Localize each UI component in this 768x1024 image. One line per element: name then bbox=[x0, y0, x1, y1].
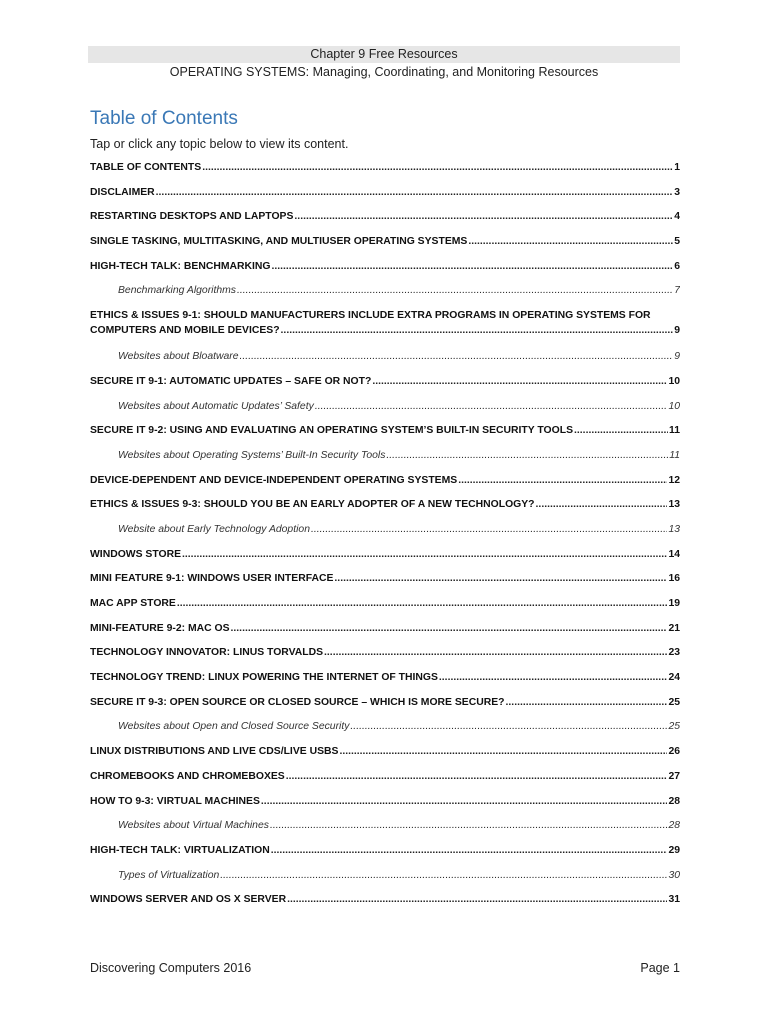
toc-entry[interactable] bbox=[90, 473, 680, 498]
toc-entry-title: ETHICS & ISSUES 9-1: SHOULD MANUFACTURERS INCLUDE EXTRA PROGRAMS IN OPERATING SYSTEMS FOR bbox=[90, 310, 651, 322]
toc-entry-title-continued: COMPUTERS AND MOBILE DEVICES? bbox=[90, 325, 280, 337]
toc-entry[interactable] bbox=[90, 209, 680, 234]
toc-subentry[interactable] bbox=[90, 522, 680, 547]
toc-page-number: 11 bbox=[669, 449, 680, 461]
toc-entry-title: Websites about Open and Closed Source Security bbox=[118, 721, 350, 733]
toc-entry-title: MAC APP STORE bbox=[90, 598, 176, 609]
toc-entry-title: Websites about Automatic Updates’ Safety bbox=[118, 400, 314, 412]
dot-leader bbox=[271, 259, 673, 274]
toc-page-number: 5 bbox=[674, 236, 680, 248]
toc-entry-title: SINGLE TASKING, MULTITASKING, AND MULTIUSER OPERATING SYSTEMS bbox=[90, 236, 468, 248]
toc-page-number: 25 bbox=[668, 696, 680, 708]
toc-entry[interactable] bbox=[90, 571, 680, 596]
dot-leader bbox=[237, 283, 673, 298]
toc-page-number: 11 bbox=[669, 425, 680, 437]
toc-page-number: 9 bbox=[674, 325, 680, 337]
toc-page-number: 30 bbox=[668, 869, 680, 881]
toc-subentry[interactable] bbox=[90, 283, 680, 308]
toc-entry[interactable] bbox=[90, 423, 680, 448]
dot-leader bbox=[270, 818, 667, 833]
toc-entry[interactable] bbox=[90, 374, 680, 399]
dot-leader bbox=[220, 868, 667, 883]
dot-leader bbox=[231, 621, 668, 636]
toc-page-number: 16 bbox=[668, 573, 680, 585]
dot-leader bbox=[324, 645, 667, 660]
toc-entry-title: LINUX DISTRIBUTIONS AND LIVE CDS/LIVE USBS bbox=[90, 746, 339, 758]
toc-entry-title: DISCLAIMER bbox=[90, 186, 155, 198]
toc-entry[interactable] bbox=[90, 308, 680, 349]
toc-entry[interactable] bbox=[90, 185, 680, 210]
toc-page-number: 21 bbox=[668, 622, 680, 634]
toc-entry-title: WINDOWS SERVER AND OS X SERVER bbox=[90, 894, 287, 906]
toc-subentry[interactable] bbox=[90, 818, 680, 843]
toc-entry-title: HOW TO 9-3: VIRTUAL MACHINES bbox=[90, 795, 260, 807]
toc-entry-title: CHROMEBOOKS AND CHROMEBOXES bbox=[90, 770, 285, 782]
dot-leader bbox=[315, 399, 668, 414]
chapter-title: Chapter 9 Free Resources bbox=[88, 46, 680, 63]
toc-entry-title: Benchmarking Algorithms bbox=[118, 285, 237, 297]
toc-page-number: 19 bbox=[668, 598, 680, 609]
dot-leader bbox=[177, 596, 668, 611]
dot-leader bbox=[294, 209, 673, 224]
document-subtitle: OPERATING SYSTEMS: Managing, Coordinating, and Monitoring Resources bbox=[169, 65, 599, 79]
toc-entry[interactable] bbox=[90, 794, 680, 819]
toc-entry[interactable] bbox=[90, 596, 680, 621]
toc-entry[interactable] bbox=[90, 670, 680, 695]
toc-subentry[interactable] bbox=[90, 448, 680, 473]
toc-page-number: 6 bbox=[674, 260, 680, 272]
toc-subentry[interactable] bbox=[90, 349, 680, 374]
toc-page-number: 25 bbox=[668, 721, 680, 733]
toc-entry-title: Websites about Virtual Machines bbox=[118, 820, 269, 832]
toc-entry-title: DEVICE-DEPENDENT AND DEVICE-INDEPENDENT OPERATING SYSTEMS bbox=[90, 474, 458, 486]
toc-entry[interactable] bbox=[90, 259, 680, 284]
toc-entry-title: WINDOWS STORE bbox=[90, 548, 182, 560]
toc-entry-title: TECHNOLOGY TREND: LINUX POWERING THE INTERNET OF THINGS bbox=[90, 672, 438, 684]
dot-leader bbox=[372, 374, 667, 389]
toc-entry-title: TECHNOLOGY INNOVATOR: LINUS TORVALDS bbox=[90, 647, 324, 659]
toc-entry[interactable] bbox=[90, 160, 680, 185]
toc-entry[interactable] bbox=[90, 547, 680, 572]
dot-leader bbox=[281, 323, 674, 338]
toc-page-number: 26 bbox=[668, 746, 680, 758]
table-of-contents bbox=[90, 160, 680, 917]
toc-entry-title: MINI FEATURE 9-1: WINDOWS USER INTERFACE bbox=[90, 573, 334, 585]
toc-entry[interactable] bbox=[90, 234, 680, 259]
dot-leader bbox=[287, 892, 667, 907]
dot-leader bbox=[350, 719, 667, 734]
dot-leader bbox=[156, 185, 674, 200]
toc-entry-title: RESTARTING DESKTOPS AND LAPTOPS bbox=[90, 211, 294, 223]
footer-book-title: Discovering Computers 2016 bbox=[90, 961, 252, 975]
toc-entry-title: HIGH-TECH TALK: BENCHMARKING bbox=[90, 260, 271, 272]
dot-leader bbox=[536, 497, 668, 512]
footer-page-number: Page 1 bbox=[640, 961, 680, 975]
toc-entry-title: SECURE IT 9-3: OPEN SOURCE OR CLOSED SOURCE – WHICH IS MORE SECURE? bbox=[90, 696, 505, 708]
toc-entry[interactable] bbox=[90, 621, 680, 646]
toc-entry-title: Websites about Bloatware bbox=[118, 351, 239, 363]
dot-leader bbox=[334, 571, 667, 586]
dot-leader bbox=[458, 473, 667, 488]
toc-page-number: 3 bbox=[674, 186, 680, 198]
toc-entry[interactable] bbox=[90, 744, 680, 769]
toc-entry[interactable] bbox=[90, 769, 680, 794]
toc-entry[interactable] bbox=[90, 645, 680, 670]
toc-page-number: 28 bbox=[668, 820, 680, 832]
toc-page-number: 29 bbox=[668, 844, 680, 856]
toc-page-number: 13 bbox=[668, 499, 680, 511]
dot-leader bbox=[339, 744, 667, 759]
toc-entry-title: SECURE IT 9-1: AUTOMATIC UPDATES – SAFE OR NOT? bbox=[90, 375, 372, 387]
dot-leader bbox=[506, 695, 668, 710]
dot-leader bbox=[261, 794, 668, 809]
toc-entry-title: Websites about Operating Systems’ Built-In Security Tools bbox=[118, 449, 386, 461]
toc-entry-title: ETHICS & ISSUES 9-3: SHOULD YOU BE AN EARLY ADOPTER OF A NEW TECHNOLOGY? bbox=[90, 499, 535, 511]
dot-leader bbox=[240, 349, 674, 364]
toc-page-number: 13 bbox=[668, 523, 680, 535]
toc-entry-title: Website about Early Technology Adoption bbox=[118, 523, 310, 535]
toc-page-number: 27 bbox=[668, 770, 680, 782]
toc-page-number: 4 bbox=[674, 211, 680, 223]
dot-leader bbox=[386, 448, 668, 463]
dot-leader bbox=[311, 522, 667, 537]
toc-page-number: 24 bbox=[668, 672, 680, 684]
toc-entry[interactable] bbox=[90, 695, 680, 720]
toc-page-number: 10 bbox=[668, 400, 680, 412]
toc-entry[interactable] bbox=[90, 497, 680, 522]
toc-heading: Table of Contents bbox=[90, 108, 238, 129]
toc-page-number: 28 bbox=[668, 795, 680, 807]
toc-entry-title: SECURE IT 9-2: USING AND EVALUATING AN OPERATING SYSTEM’S BUILT-IN SECURITY TOOLS bbox=[90, 425, 574, 437]
toc-page-number: 7 bbox=[674, 285, 680, 297]
toc-page-number: 31 bbox=[668, 894, 680, 906]
toc-entry-title: Types of Virtualization bbox=[118, 869, 220, 881]
toc-subentry[interactable] bbox=[90, 868, 680, 893]
toc-page-number: 14 bbox=[668, 548, 680, 560]
toc-entry[interactable] bbox=[90, 892, 680, 917]
dot-leader bbox=[271, 843, 668, 858]
toc-page-number: 1 bbox=[674, 162, 680, 173]
toc-page-number: 10 bbox=[668, 375, 680, 387]
toc-instruction: Tap or click any topic below to view its content. bbox=[90, 137, 349, 151]
toc-entry-title: HIGH-TECH TALK: VIRTUALIZATION bbox=[90, 844, 270, 856]
toc-entry-title: MINI-FEATURE 9-2: MAC OS bbox=[90, 622, 230, 634]
toc-subentry[interactable] bbox=[90, 399, 680, 424]
dot-leader bbox=[574, 423, 668, 438]
toc-entry-title: TABLE OF CONTENTS bbox=[90, 162, 202, 173]
dot-leader bbox=[468, 234, 673, 249]
dot-leader bbox=[439, 670, 668, 685]
dot-leader bbox=[202, 160, 673, 175]
toc-page-number: 9 bbox=[674, 351, 680, 363]
toc-entry[interactable] bbox=[90, 843, 680, 868]
toc-page-number: 12 bbox=[668, 474, 680, 486]
dot-leader bbox=[182, 547, 667, 562]
toc-subentry[interactable] bbox=[90, 719, 680, 744]
dot-leader bbox=[286, 769, 668, 784]
toc-page-number: 23 bbox=[668, 647, 680, 659]
